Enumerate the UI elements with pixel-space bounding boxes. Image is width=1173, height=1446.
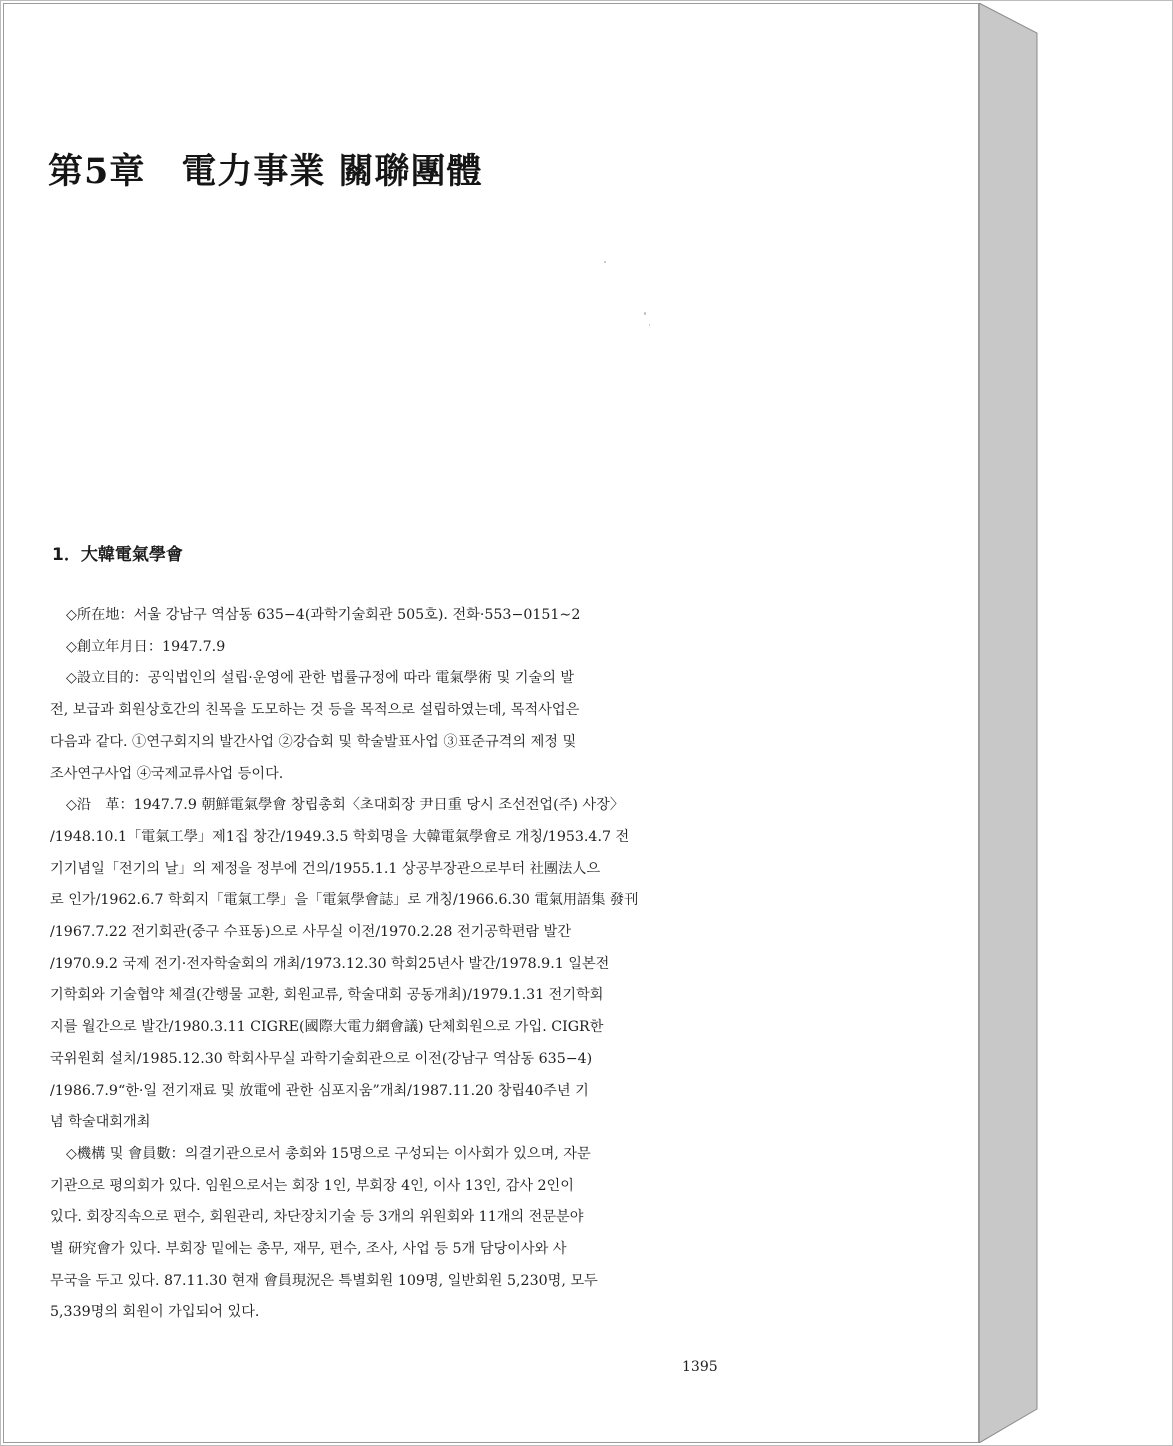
book-edge xyxy=(979,3,1039,1443)
section-heading: 1．大韓電氣學會 xyxy=(52,545,183,565)
page-number: 1395 xyxy=(682,1359,718,1375)
chapter-title: 第5章 電力事業 關聯團體 xyxy=(48,151,483,192)
paragraph-history: ◇沿 革：1947.7.9 朝鮮電氣學會 창립총회〈초대회장 尹日重 당시 조선전업(주) 사장〉 /1948.10.1「電氣工學」제1집 창간/1949.3.5 학회명을 大韓電氣學會로 개칭/1953.4.7 전 기기념일「전기의 날」의 제정을 정부에 건의/1955.1.1 상공부장관으로부터 社團法人으 로 인가/1962.6.7 학회지「電氣工學」을「電氣學會誌」로 개칭/1966.6.30 電氣用語集 發刊 /1967.7.22 전기회관(중구 수표동)으로 사무실 이전/1970.2.28 전기공학편람 발간 /1970.9.2 국제 전기·전자학술회의 개최/1973.12.30 학회25년사 발간/1978.9.1 일본전 기학회와 기술협약 체결(간행물 교환, 회원교류, 학술대회 공동개최)/1979.1.31 전기학회 지를 월간으로 발간/1980.3.11 CIGRE(國際大電力網會議) 단체회원으로 가입. CIGR한 국위원회 설치/1985.12.30 학회사무실 과학기술회관으로 이전(강남구 역삼동 635−4) /1986.7.9“한·일 전기재료 및 放電에 관한 심포지움”개최/1987.11.20 창립40주년 기 념 학술대회개최 xyxy=(50,797,639,1131)
section-body xyxy=(50,600,718,1329)
scan-speck xyxy=(649,324,650,326)
book-page xyxy=(3,3,979,1443)
paragraph-founding-date: ◇創立年月日：1947.7.9 xyxy=(66,638,226,655)
paragraph-purpose: ◇設立目的：공익법인의 설립·운영에 관한 법률규정에 따라 電氣學術 및 기술의 발 전, 보급과 회원상호간의 친목을 도모하는 것 등을 목적으로 설립하였는데, 목적사업은 다음과 같다. ①연구회지의 발간사업 ②강습회 및 학술발표사업 ③표준규격의 제정 및 조사연구사업 ④국제교류사업 등이다. xyxy=(50,670,580,782)
paragraph-location: ◇所在地：서울 강남구 역삼동 635−4(과학기술회관 505호). 전화·553−0151∼2 xyxy=(66,607,581,623)
paragraph-organization: ◇機構 및 會員數：의결기관으로서 총회와 15명으로 구성되는 이사회가 있으며, 자문 기관으로 평의회가 있다. 임원으로서는 회장 1인, 부회장 4인, 이사 13인, 감사 2인이 있다. 회장직속으로 편수, 회원관리, 차단장치기술 등 3개의 위원회와 11개의 전문분야 별 研究會가 있다. 부회장 밑에는 총무, 재무, 편수, 조사, 사업 등 5개 담당이사와 사 무국을 두고 있다. 87.11.30 현재 會員現況은 특별회원 109명, 일반회원 5,230명, 모두 5,339명의 회원이 가입되어 있다. xyxy=(50,1145,598,1321)
scan-speck xyxy=(644,312,646,315)
scan-speck xyxy=(604,261,606,263)
